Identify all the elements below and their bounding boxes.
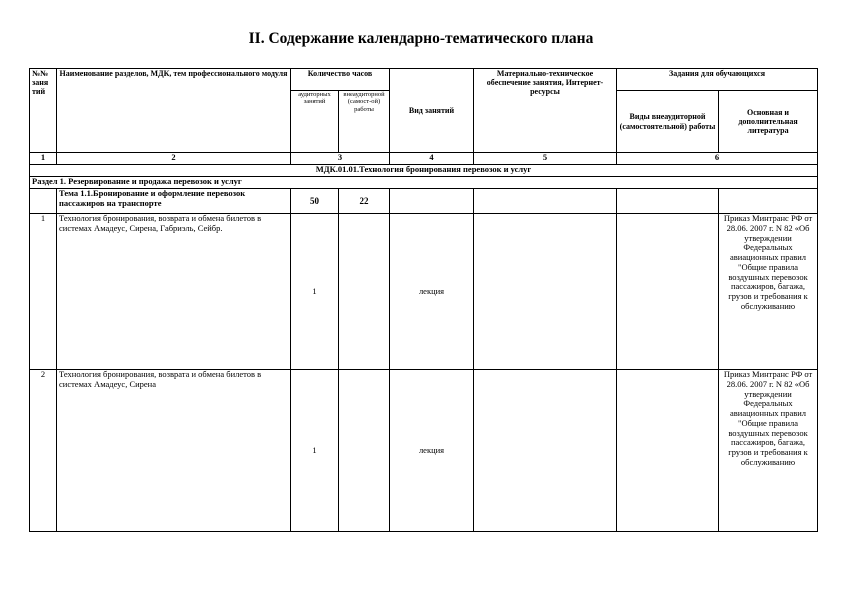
col-number: 4 [390,153,474,165]
col-number: 1 [30,153,57,165]
row-literature: Приказ Минтранс РФ от 28.06. 2007 г. N 82 «Об утверждении Федеральных авиационных правил "Общие правила воздушных перевозок пассажиров, багажа, грузов и требования к обслуживанию [719,370,818,532]
row-hours: 1 [291,370,339,532]
header-resources: Материально-техническое обеспечение занятия, Интернет-ресурсы [474,69,617,153]
header-hours-aud: аудиторных занятий [291,91,339,153]
row-literature: Приказ Минтранс РФ от 28.06. 2007 г. N 82 «Об утверждении Федеральных авиационных правил "Общие правила воздушных перевозок пассажиров, багажа, грузов и требования к обслуживанию [719,214,818,370]
row-type: лекция [390,214,474,370]
row-name: Технология бронирования, возврата и обмена билетов в системах Амадеус, Сирена, Габриэль, Сейбр. [57,214,291,370]
header-hours: Количество часов [291,69,390,91]
page-title: II. Содержание календарно-тематического плана [248,30,594,47]
topic-hours-aud: 50 [291,189,339,214]
topic-hours-extra: 22 [339,189,390,214]
row-num: 1 [30,214,57,370]
table-row [30,214,818,370]
header-hours-extra: внеаудиторной (самост-ой) работы [339,91,390,153]
topic-name: Тема 1.1.Бронирование и оформление перевозок пассажиров на транспорте [57,189,291,214]
row-name: Технология бронирования, возврата и обмена билетов в системах Амадеус, Сирена [57,370,291,532]
mdk-row: МДК.01.01.Технология бронирования перевозок и услуг [30,165,818,177]
row-hours: 1 [291,214,339,370]
col-number: 2 [57,153,291,165]
header-tasks: Задания для обучающихся [617,69,818,91]
table-row [30,370,818,532]
thematic-plan-table [29,68,818,532]
section-row: Раздел 1. Резервирование и продажа перевозок и услуг [30,177,818,189]
row-num: 2 [30,370,57,532]
row-type: лекция [390,370,474,532]
col-number: 5 [474,153,617,165]
header-tasks-lit: Основная и дополнительная литература [719,91,818,153]
col-number: 6 [617,153,818,165]
header-type: Вид занятий [390,69,474,153]
header-tasks-kind: Виды внеаудиторной (самостоятельной) работы [617,91,719,153]
header-num: №№ заня тий [30,69,57,153]
header-name: Наименование разделов, МДК, тем профессионального модуля [57,69,291,153]
col-number: 3 [291,153,390,165]
